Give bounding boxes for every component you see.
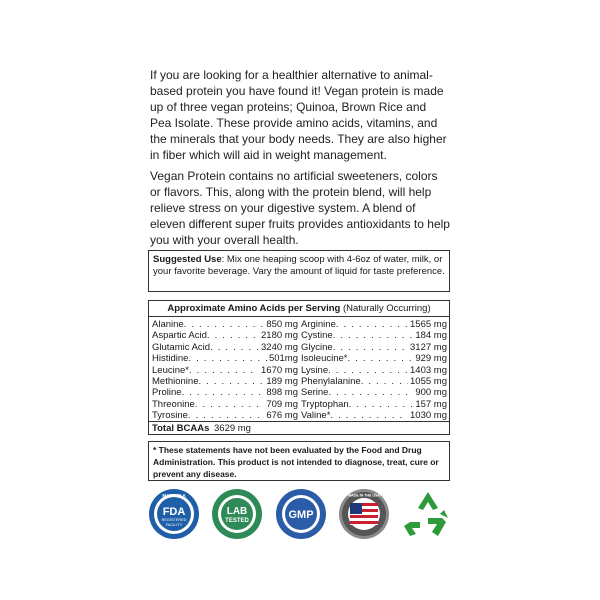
amino-value: 900 mg: [415, 387, 447, 399]
amino-name: Alanine: [152, 319, 184, 330]
amino-value: 676 mg: [266, 410, 298, 422]
amino-value: 3240 mg: [261, 341, 298, 353]
amino-row: [301, 353, 447, 364]
lab-badge-main-text: LAB: [226, 506, 248, 517]
amino-table-note: (Naturally Occurring): [340, 303, 431, 314]
amino-acid-table: [148, 300, 450, 435]
fda-badge-top-text: MADE IN A: [162, 493, 186, 498]
amino-row: [301, 376, 447, 387]
amino-value: 2180 mg: [261, 330, 298, 342]
amino-value: 709 mg: [266, 398, 298, 410]
amino-name: Serine: [301, 387, 329, 399]
usa-flag-icon: [350, 503, 378, 525]
amino-value: 1055 mg: [410, 375, 447, 387]
intro-paragraph-2: Vegan Protein contains no artificial sweeteners, colors or flavors. This, along with the protein blend, will help relieve stress on your digestive system. A blend of eleven different super fruits provides antioxidants to help you with your overall health.: [150, 169, 450, 247]
amino-row: [152, 319, 298, 330]
amino-row: [152, 342, 298, 353]
amino-name: Glutamic Acid: [152, 341, 211, 353]
amino-name: Tyrosine: [152, 410, 188, 422]
gmp-badge-main-text: GMP: [288, 509, 314, 521]
amino-name: Leucine*: [152, 364, 189, 376]
amino-value: 184 mg: [415, 330, 447, 342]
made-in-usa-badge: [338, 488, 390, 540]
amino-row: [301, 387, 447, 398]
amino-value: 850 mg: [266, 319, 298, 330]
amino-name: Histidine: [152, 353, 189, 365]
amino-name: Lysine: [301, 364, 329, 376]
amino-row: [301, 410, 447, 421]
amino-name: Arginine: [301, 319, 336, 330]
amino-value: 3127 mg: [410, 341, 447, 353]
amino-row: [152, 399, 298, 410]
amino-row: [152, 353, 298, 364]
amino-value: 1565 mg: [410, 319, 447, 330]
intro-paragraph-1: If you are looking for a healthier alternative to animal-based protein you have found it! Vegan protein is made up of three vegan proteins; Quinoa, Brown Rice and Pea Isolate. These provide amino acids, vitamins, and the minerals that your body needs. They are also higher in fiber which will aid in weight management.: [150, 68, 447, 162]
amino-value: 1403 mg: [410, 364, 447, 376]
amino-value: 157 mg: [415, 398, 447, 410]
amino-row: [301, 365, 447, 376]
amino-row: [152, 365, 298, 376]
amino-value: 1670 mg: [261, 364, 298, 376]
amino-value: 898 mg: [266, 387, 298, 399]
fda-badge: [148, 488, 200, 540]
total-bcaas-value: 3629 mg: [214, 423, 251, 434]
fda-disclaimer: * These statements have not been evaluated by the Food and Drug Administration. This product is not intended to diagnose, treat, cure or prevent any disease.: [148, 441, 450, 481]
fda-badge-sub-text: REGISTERED: [161, 518, 187, 522]
total-bcaas-label: Total BCAAs: [152, 423, 210, 434]
amino-row: [301, 330, 447, 341]
usa-badge-top-text: MADE IN THE USA: [348, 493, 380, 498]
amino-row: [152, 376, 298, 387]
amino-row: [152, 410, 298, 421]
amino-row: [301, 319, 447, 330]
amino-name: Glycine: [301, 341, 333, 353]
amino-name: Valine*: [301, 410, 331, 422]
amino-value: 929 mg: [415, 353, 447, 365]
suggested-use-box: [148, 250, 450, 292]
amino-name: Phenylalanine: [301, 375, 361, 387]
amino-row: [301, 399, 447, 410]
amino-row: [152, 330, 298, 341]
fda-badge-sub2-text: FACILITY: [165, 523, 183, 527]
amino-column-left: [152, 319, 298, 422]
amino-value: 1030 mg: [410, 410, 447, 422]
suggested-use-label: Suggested Use: [153, 254, 222, 265]
amino-table-title: Approximate Amino Acids per Serving: [167, 303, 341, 314]
amino-name: Aspartic Acid: [152, 330, 207, 342]
gmp-badge: [275, 488, 327, 540]
suggested-use-text: : Mix one heaping scoop with 4-6oz of water, milk, or your favorite beverage. Vary the amount of liquid for taste preference.: [153, 254, 445, 277]
amino-value: 189 mg: [266, 375, 298, 387]
amino-table-grid: [149, 317, 449, 422]
amino-value: 501mg: [268, 353, 298, 365]
amino-table-header: [149, 301, 449, 317]
amino-name: Isoleucine*: [301, 353, 348, 365]
amino-row: [301, 342, 447, 353]
amino-name: Threonine: [152, 398, 195, 410]
lab-tested-badge: [211, 488, 263, 540]
amino-row: [152, 387, 298, 398]
total-bcaas-row: [149, 422, 449, 436]
amino-name: Methionine: [152, 375, 199, 387]
recycle-icon: [402, 488, 454, 540]
amino-name: Cystine: [301, 330, 333, 342]
lab-badge-sub-text: TESTED: [225, 518, 249, 524]
amino-name: Proline: [152, 387, 182, 399]
amino-name: Tryptophan: [301, 398, 349, 410]
amino-column-right: [301, 319, 447, 422]
fda-badge-main-text: FDA: [162, 506, 186, 518]
